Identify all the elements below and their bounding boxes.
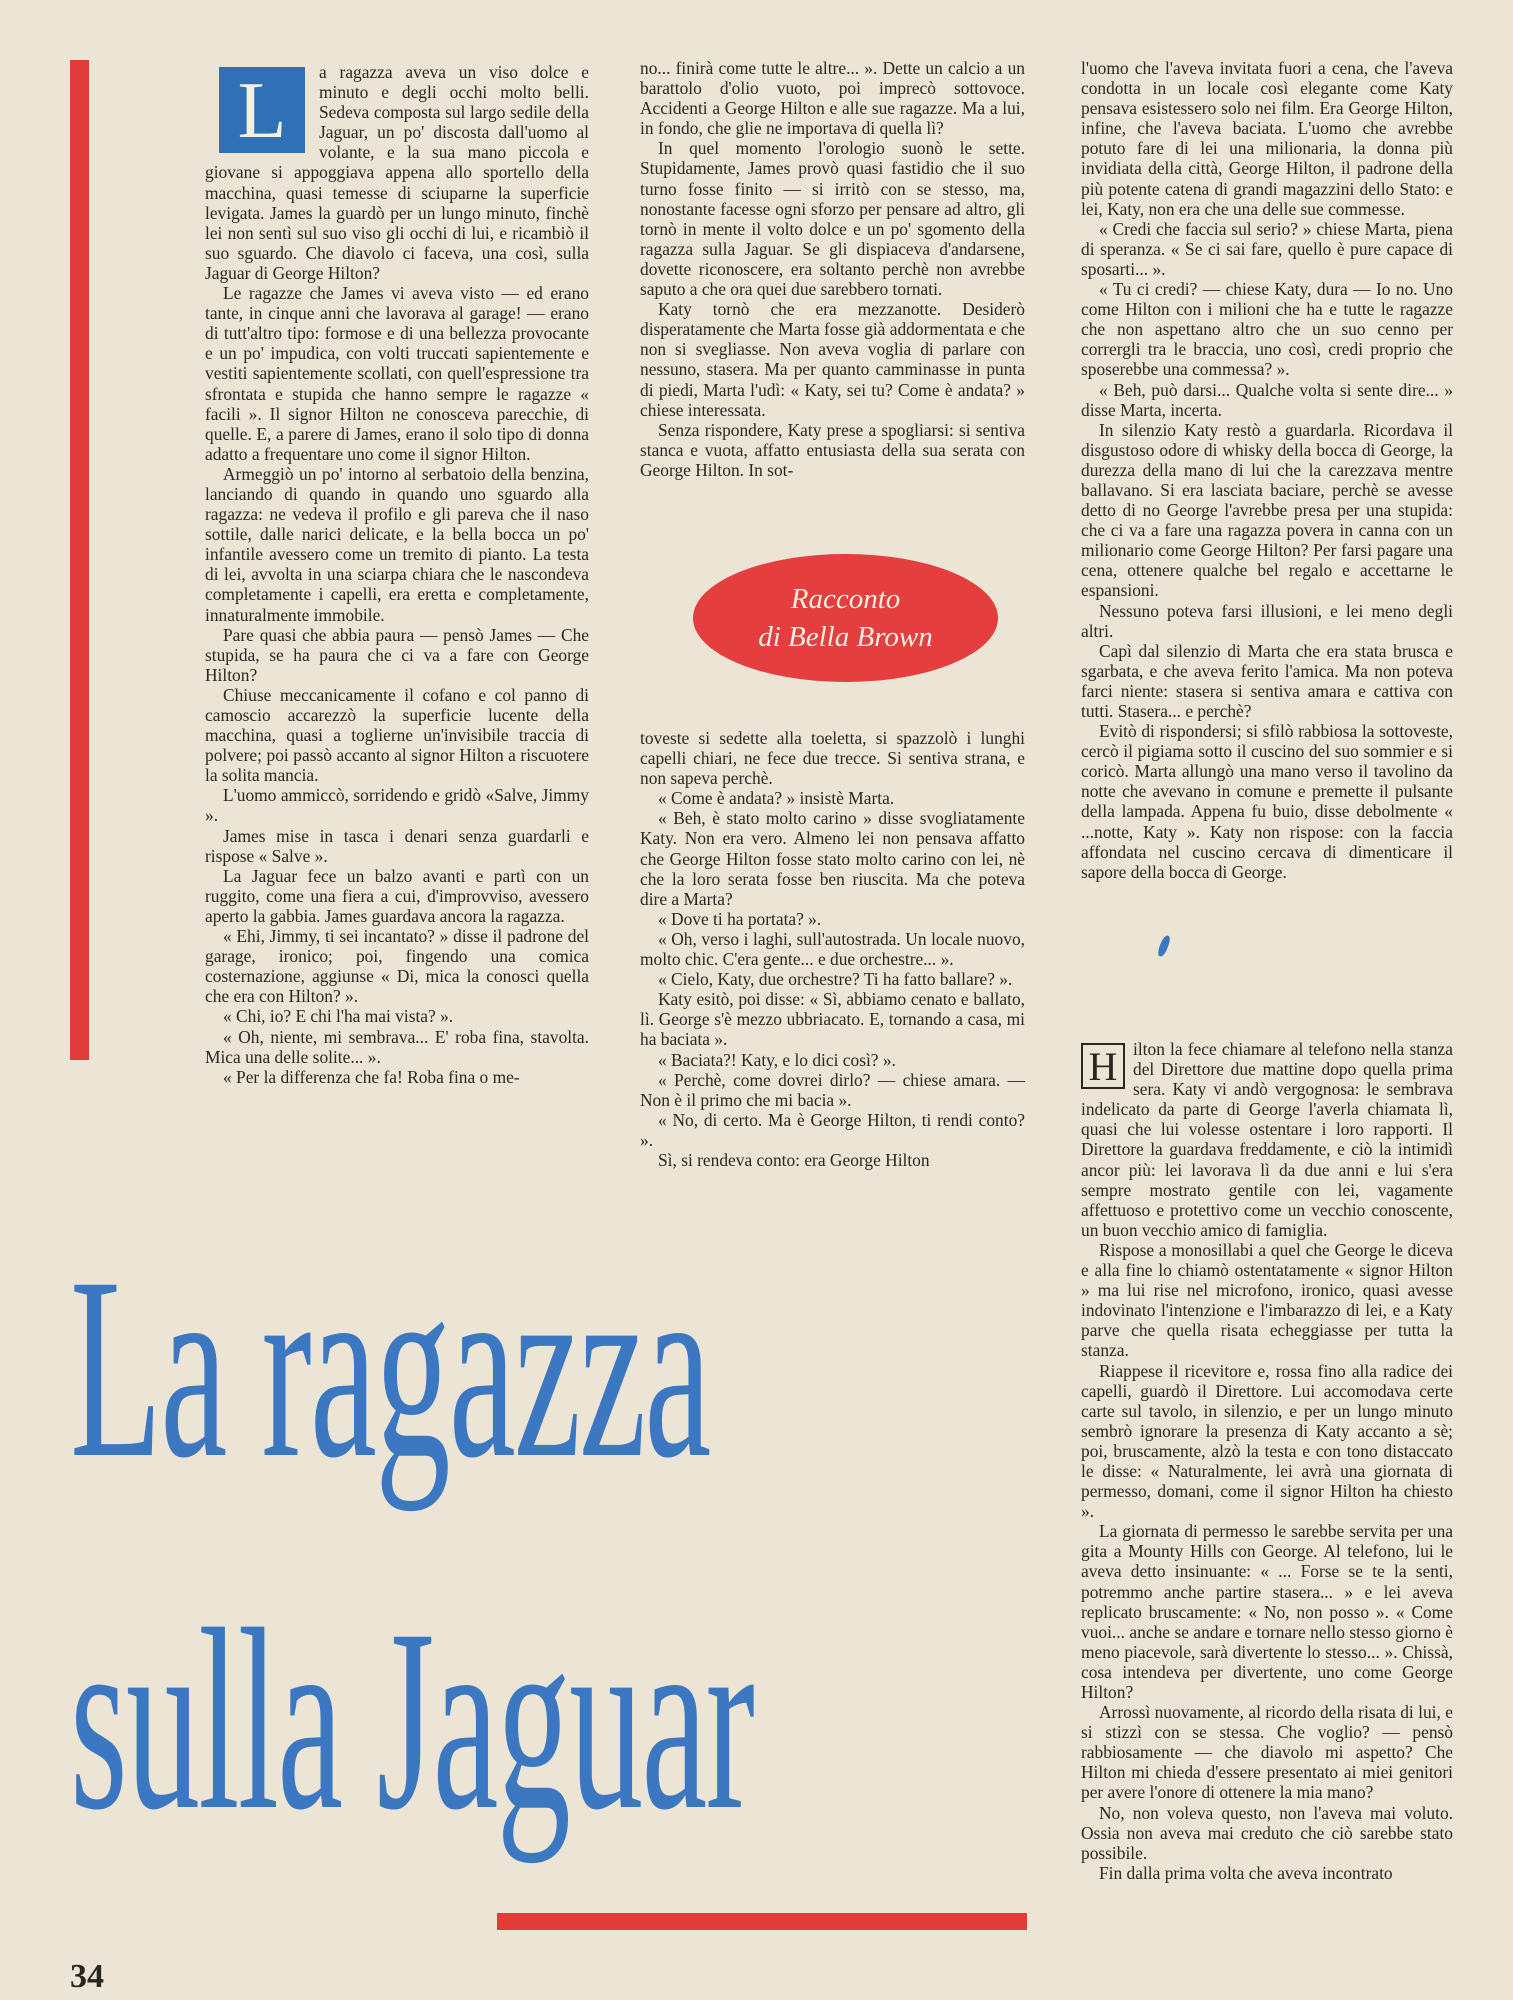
ink-mark — [1156, 934, 1171, 957]
paragraph: « No, di certo. Ma è George Hilton, ti rendi conto? ». — [640, 1109, 1025, 1150]
paragraph: « Beh, può darsi... Qualche volta si sente dire... » disse Marta, incerta. — [1081, 379, 1453, 420]
paragraph: ilton la fece chiamare al telefono nella stanza del Direttore due mattine dopo quella prima sera. Katy vi andò vergognosa: le sembrava indelicato da parte di George l'averla chiamata lì, quasi che lui volesse ostentare i loro rapporti. Il Direttore la guardava freddamente, e ciò la intimidì ancor più: lei lavorava lì da due anni e lui s'era sempre mostrato gentile con lei, vagamente affettuoso e protettivo come un vecchio conoscente, un buon vecchio amico di famiglia. — [1081, 1039, 1453, 1240]
paragraph: Sì, si rendeva conto: era George Hilton — [658, 1149, 930, 1170]
paragraph: toveste si sedette alla toeletta, si spazzolò i lunghi capelli chiari, ne fece due trecce. Si sentiva strana, e non sapeva perchè. — [640, 728, 1025, 789]
paragraph: Riappese il ricevitore e, rossa fino alla radice dei capelli, guardò il Direttore. Lui accomodava certe carte sul tavolo, in silenzio, e per un lungo minuto sembrò ignorare la presenza di Katy accanto a sè; poi, bruscamente, alzò la testa e con tono distaccato le disse: « Naturalmente, lei avrà una giornata di permesso, domani, come il signor Hilton ha chiesto ». — [1081, 1360, 1453, 1522]
paragraph: « Come è andata? » insistè Marta. — [658, 788, 895, 809]
byline-oval — [693, 554, 998, 682]
paragraph: « Oh, verso i laghi, sull'autostrada. Un locale nuovo, molto chic. C'era gente... e due orchestre... ». — [640, 928, 1025, 970]
paragraph: « Perchè, come dovrei dirlo? — chiese amara. — Non è il primo che mi bacia ». — [640, 1069, 1025, 1110]
paragraph: « Tu ci credi? — chiese Katy, dura — Io no. Uno come Hilton con i milioni che ha e tutte le ragazze che non aspettano altro che un suo cenno per corrergli tra le braccia, uno così, credi proprio che sposerebbe una commessa? ». — [1081, 279, 1453, 380]
paragraph: Fin dalla prima volta che aveva incontrato — [1099, 1862, 1393, 1883]
paragraph: no... finirà come tutte le altre... ». Dette un calcio a un barattolo d'olio vuoto, poi imprecò sottovoce. Accidenti a George Hilton e alle sue ragazze. Ma a lui, in fondo, che glie ne importava di quella lì? — [640, 58, 1025, 139]
paragraph: L'uomo ammiccò, sorridendo e gridò «Salve, Jimmy ». — [205, 785, 589, 826]
paragraph: Armeggiò un po' intorno al serbatoio della benzina, lanciando di quando in quando uno sguardo alla ragazza: ne vedeva il profilo e gli pareva che il naso sottile, dalle narici delicate, e la bella bocca un po' infantile avessero come un tremito di pianto. La testa di lei, avvolta in una sciarpa chiara che le nascondeva completamente i capelli, era eretta e completamente, innaturalmente immobile. — [205, 463, 589, 625]
paragraph: Pare quasi che abbia paura — pensò James — Che stupida, se ha paura che ci va a fare con George Hilton? — [205, 624, 589, 685]
paragraph: Rispose a monosillabi a quel che George le diceva e alla fine lo chiamò ostentatamente « signor Hilton » ma lui rise nel microfono, ironico, quasi avesse indovinato l'intenzione e l'imbarazzo di lei, e a Katy parve che quella risata echeggiasse per tutta la stanza. — [1081, 1239, 1453, 1361]
title-line-2: sulla Jaguar — [70, 1576, 754, 1864]
paragraph: James mise in tasca i denari senza guardarli e rispose « Salve ». — [205, 825, 589, 866]
paragraph: « Oh, niente, mi sembrava... E' roba fina, stavolta. Mica una delle solite... ». — [205, 1026, 589, 1067]
paragraph: Evitò di rispondersi; si sfilò rabbiosa la sottoveste, cercò il pigiama sotto il cuscino del suo sommier e si coricò. Marta allungò una mano verso il tavolino da notte che avevano in comune e premette il pulsante della lampada. Appena fu buio, disse debolmente « ...notte, Katy ». Katy non rispose: con la faccia affondata nel cuscino cercava di dimenticare il sapore della bocca di George. — [1081, 721, 1453, 882]
paragraph: l'uomo che l'aveva invitata fuori a cena, che l'aveva condotta in un locale così elegante come Katy pensava esistessero solo nei film. Era George Hilton, infine, che l'aveva baciata. L'uomo che avrebbe potuto fare di lei una milionaria, la donna più invidiata della città, George Hilton, il padrone della più potente catena di grandi magazzini dello Stato: e lei, Katy, non era che una delle sue commesse. — [1081, 58, 1453, 219]
paragraph: « Chi, io? E chi l'ha mai vista? ». — [223, 1006, 454, 1027]
paragraph: In quel momento l'orologio suonò le sette. Stupidamente, James provò quasi fastidio che il suo turno fosse finito — si irritò con se stesso, ma, nonostante facesse ogni sforzo per pensare ad altro, gli tornò in mente il volto dolce e un po' sgomento della ragazza sulla Jaguar. Se gli dispiaceva d'andarsene, dovette riconoscere, era soltanto perchè non avrebbe saputo a che ora quei due sarebbero tornati. — [640, 138, 1025, 300]
paragraph: « Credi che faccia sul serio? » chiese Marta, piena di speranza. « Se ci sai fare, quello è pure capace di sposarti... ». — [1081, 218, 1453, 279]
paragraph: No, non voleva questo, non l'aveva mai voluto. Ossia non aveva mai creduto che ciò sarebbe stato possibile. — [1081, 1802, 1453, 1863]
column-3-top — [1081, 58, 1453, 882]
column-3-bottom — [1081, 1039, 1453, 1883]
paragraph: Le ragazze che James vi aveva visto — ed erano tante, in cinque anni che lavorava al garage! — erano di tutt'altro tipo: formose e di una bellezza provocante e un po' impudica, con volti truccati sapientemente e vestiti sapientemente scollati, con quell'espressione tra sfrontata e stupida che hanno sempre le ragazze « facili ». Il signor Hilton ne conosceva parecchie, di quelle. E, a parere di James, erano il solo tipo di donna adatto a frequentare uno come il signor Hilton. — [205, 283, 589, 464]
paragraph: Senza rispondere, Katy prese a spogliarsi: si sentiva stanca e vuota, affatto entusiasta della sua serata con George Hilton. In sot- — [640, 419, 1025, 480]
bottom-red-bar — [497, 1913, 1027, 1930]
paragraph: Capì dal silenzio di Marta che era stata brusca e sgarbata, e che aveva ferito l'amica. Ma non poteva farci niente: stasera si sentiva amara e cattiva con tutti. Stasera... e perchè? — [1081, 640, 1453, 721]
paragraph: a ragazza aveva un viso dolce e minuto e degli occhi molto belli. Sedeva composta sul largo sedile della Jaguar, un po' discosta dall'uomo al volante, e la sua mano piccola e giovane si appoggiava appena allo sportello della macchina, quasi temesse di sciuparne la superficie levigata. James la guardò per un lungo minuto, finchè lei non sentì sul suo viso gli occhi di lui, e ricambiò il suo sguardo. Che diavolo ci faceva, una così, sulla Jaguar di George Hilton? — [205, 62, 589, 283]
paragraph: « Baciata?! Katy, e lo dici così? ». — [658, 1049, 896, 1070]
paragraph: Nessuno poteva farsi illusioni, e lei meno degli altri. — [1081, 600, 1453, 641]
paragraph: Katy tornò che era mezzanotte. Desiderò disperatamente che Marta fosse già addormentata e che non si svegliasse. Non aveva voglia di parlare con nessuno, stasera. Ma per quanto camminasse in punta di piedi, Marta l'udì: « Katy, sei tu? Come è andata? » chiese interessata. — [640, 299, 1025, 420]
paragraph: La giornata di permesso le sarebbe servita per una gita a Mounty Hills con George. Al telefono, lui le aveva detto insinuante: « ... Forse se te la senti, potremmo anche partire stasera... » e lei aveva replicato bruscamente: « No, non posso ». « Come vuoi... anche se andare e tornare nello stesso giorno è meno piacevole, sarà divertente lo stesso... ». Chissà, cosa intendeva per divertente, uno come George Hilton? — [1081, 1521, 1453, 1702]
byline-line-2: di Bella Brown — [758, 621, 933, 653]
left-red-bar — [70, 60, 89, 1060]
byline-line-1: Racconto — [790, 583, 901, 615]
paragraph: « Dove ti ha portata? ». — [658, 908, 822, 929]
paragraph: Chiuse meccanicamente il cofano e col panno di camoscio accarezzò la superficie lucente della macchina, quasi a toglierne un'invisibile traccia di polvere; poi passò accanto al signor Hilton a riscuotere la solita mancia. — [205, 684, 589, 786]
column-2-bottom — [640, 728, 1025, 1170]
paragraph: La Jaguar fece un balzo avanti e partì con un ruggito, come una fiera a cui, d'improvviso, avessero aperto la gabbia. James guardava ancora la ragazza. — [205, 865, 589, 926]
column-2-top — [640, 58, 1025, 480]
paragraph: Arrossì nuovamente, al ricordo della risata di lui, e si stizzì con se stessa. Che voglio? — pensò rabbiosamente — che diavolo mi aspetto? Che Hilton mi chieda d'essere presentato ai miei genitori per avere l'onore di ottenere la mia mano? — [1081, 1702, 1453, 1803]
column-1 — [205, 62, 589, 1087]
paragraph: « Beh, è stato molto carino » disse svogliatamente Katy. Non era vero. Almeno lei non pensava affatto che George Hilton fosse stato molto carino con lei, nè che la loro serata fosse ben riuscita. Ma che poteva dire a Marta? — [640, 808, 1025, 909]
paragraph: « Cielo, Katy, due orchestre? Ti ha fatto ballare? ». — [658, 969, 1013, 990]
drop-cap-h: H — [1081, 1043, 1125, 1089]
page-number: 34 — [70, 1958, 104, 1995]
paragraph: « Ehi, Jimmy, ti sei incantato? » disse il padrone del garage, ironico; poi, fingendo una comica costernazione, aggiunse « Di, mica la conosci quella che era con Hilton? ». — [205, 926, 589, 1007]
title-line-1: La ragazza — [70, 1224, 710, 1512]
drop-cap-l: L — [219, 67, 305, 153]
paragraph: In silenzio Katy restò a guardarla. Ricordava il disgustoso odore di whisky della bocca di George, la durezza della mano di lui che la carezzava mentre ballavano. Si era lasciata baciare, perchè se avesse detto di no George l'avrebbe presa per una stupida: che ci va a fare una ragazza povera in canna con un milionario come George Hilton? Per farsi pagare una cena, ottenere qualche bel regalo e accettarne le espansioni. — [1081, 419, 1453, 601]
paragraph: « Per la differenza che fa! Roba fina o me- — [223, 1066, 520, 1087]
paragraph: Katy esitò, poi disse: « Sì, abbiamo cenato e ballato, lì. George s'è mezzo ubbriacato. E, tornando a casa, mi ha baciata ». — [640, 989, 1025, 1050]
